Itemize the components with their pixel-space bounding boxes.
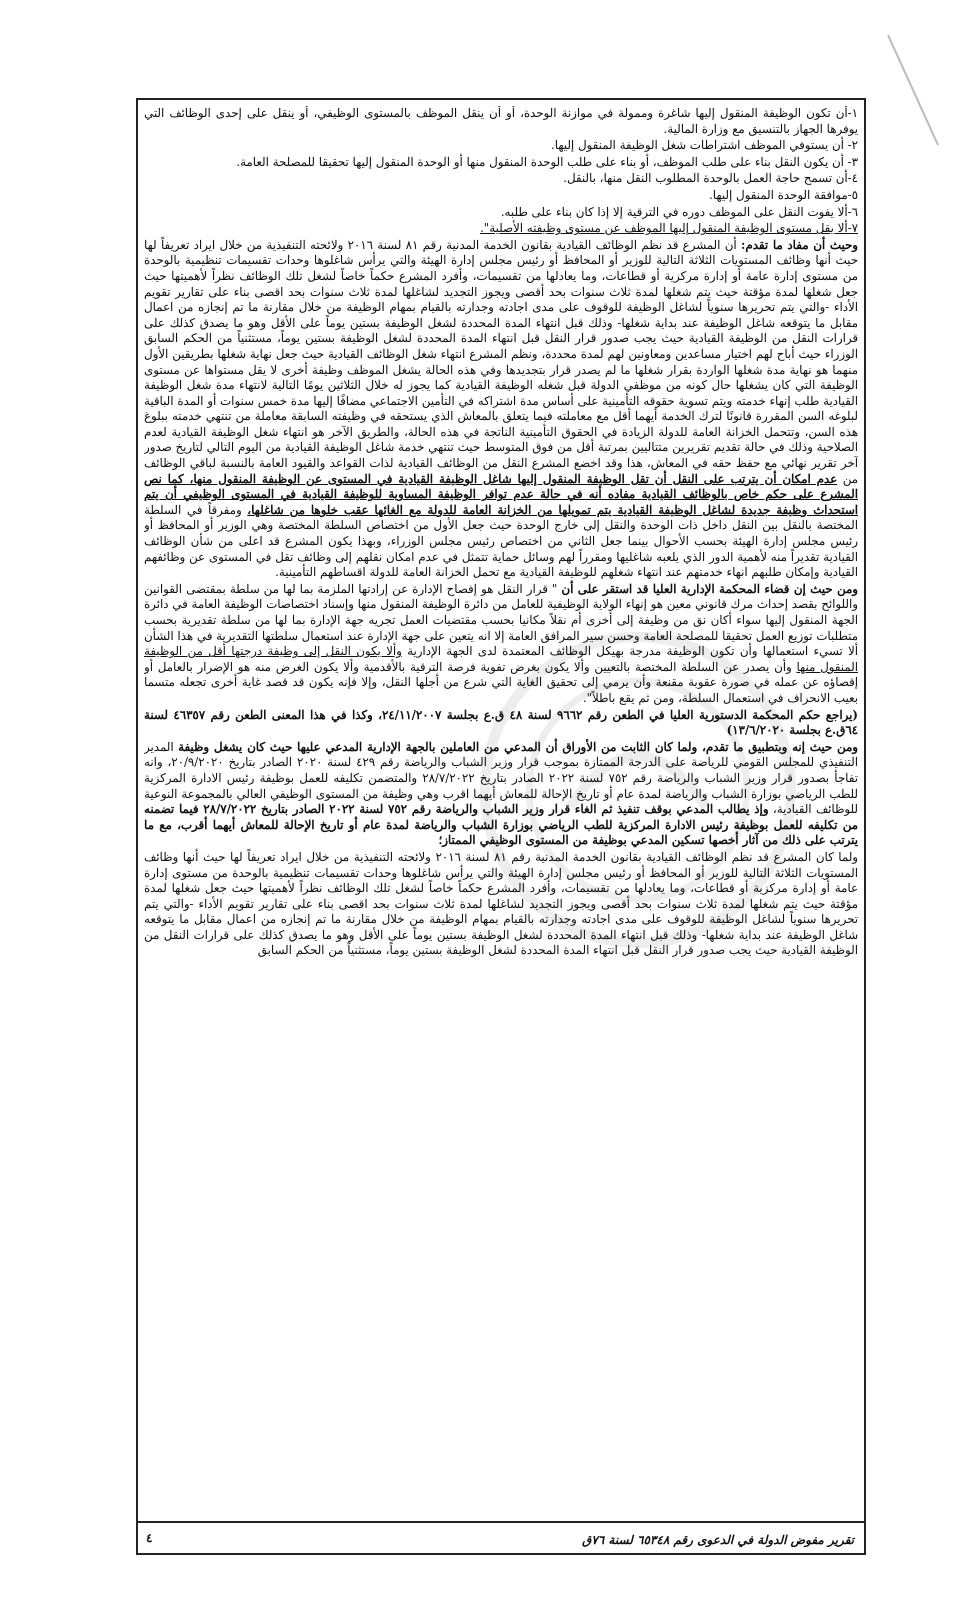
- condition-item: ٧-ألا يقل مستوى الوظيفة المنقول إليها الموظف عن مستوى وظيفته الأصلية".: [480, 221, 858, 236]
- paragraph-1-underlined: عدم امكان أن يترتب على النقل أن تقل الوظيفة المنقول إليها شاغل الوظيفة القيادية في المستوى عن الوظيفة المنقول منها، كما نص المشرع على حكم خاص بالوظائف القيادية مفاده أنه في حالة عدم توافر الوظيفة المساوية للوظيفة القيادية في المستوى الوظيفي أن يتم استحداث وظيفة جديدة لشاغل الوظيفة القيادية يتم تمويلها من الخزانة العامة للدولة مع الغائها عقب خلوها من شاغلها،: [144, 471, 858, 517]
- paragraph-1-tail: ومفرقاً في السلطة المختصة بالنقل بين النقل داخل ذات الوحدة والنقل إلى خارج الوحدة حيث جعل الأول من اختصاص السلطة المختصة وهي الوزير أو المحافظ أو رئيس مجلس إدارة الهيئة بحسب الأحوال بينما جعل الثاني من اختصاص رئيس مجلس الوزراء، وبهذا يكون المشرع قد اعلى من شأن الوظائف القيادية تقديراً منه لأهمية الدور الذي يلعبه شاغليها ومقرراً لهم وسائل حماية تتمثل في عدم امكان نقلهم إلى وظائف تقل في المستوى عن وظائفهم القيادية وإمكان طلبهم انهاء خدمتهم عند انتهاء شغلهم للوظيفة القيادية مع تحمل الخزانة العامة للدولة اقساطهم التأمينية.: [144, 502, 858, 580]
- paragraph-3-text: المدير التنفيذي للمجلس القومي للرياضة على الدرجة الممتازة بموجب قرار وزير الشباب والرياضة رقم ٤٢٩ لسنة ٢٠٢٠ الصادر بتاريخ ٢٠/٩/٢٠٢٠، وانه تفاجأ بصدور قرار وزير الشباب والرياضة رقم ٧٥٢ لسنة ٢٠٢٢ الصادر بتاريخ ٢٨/٧/٢٠٢٢ والمتضمن تكليفه للعمل بوظيفة رئيس الادارة المركزية للطب الرياضي بوزارة الشباب والرياضة لمدة عام أو تاريخ الإحالة للمعاش أيهما اقرب وهي وظيفة من المستوى الوظيفي العالي بالمجموعة النوعية للوظائف القيادية،: [144, 739, 858, 817]
- paragraph-2-lead: ومن حيث إن قضاء المحكمة الإدارية العليا قد استقر على أن: [561, 581, 858, 596]
- paragraph-3: [144, 740, 858, 849]
- condition-item: ٦-ألا يفوت النقل على الموظف دوره في الترقية إلا إذا كان بناء على طلبه.: [500, 204, 858, 219]
- paragraph-1-text: أن المشرع قد نظم الوظائف القيادية بقانون الخدمة المدنية رقم ٨١ لسنة ٢٠١٦ ولائحته التنفيذية من خلال ايراد تعريفاً لها حيث أنها وظائف المستويات الثلاثة التالية للوزير أو المحافظ أو رئيس مجلس إدارة الهيئة والتي يرأس شاغلوها وحدات تقسيمات تنظيمية بالوحدة من مستوى إدارة عامة أو إدارة مركزية أو قطاعات، وما يعادلها من تقسيمات، وأفرد المشرع حكماً خاصاً لشغل تلك الوظائف نظراً لأهميتها حيث جعل شغلها لمدة مؤقتة حيث يتم شغلها لمدة ثلاث سنوات بحد أقصى ويجوز التجديد لشاغلها لمدة ثلاث سنوات بحد اقصى بناء على تقارير تقويم الأداء -والتي يتم تحريرها سنوياً لشاغل الوظيفة للوقوف على مدى اجادته وجدارته بالقيام بمهام الوظيفة من خلال مقارنة ما تم إنجازه من اعمال مقابل ما يتوقعه شاغل الوظيفة عند بداية شغلها- وذلك قبل انتهاء المدة المحددة لشغل الوظيفة بستين يوماً على الأقل وهو ما يصدق كذلك على قرارات النقل من الوظيفة القيادية حيث يجب صدور قرار النقل قبل انتهاء المدة المحددة لشغل الوظيفة بستين يوماً، مستثنياً من الحكم السابق الوزراء حيث أباح لهم اختيار مساعدين ومعاونين لهم لمدة محددة، ونظم المشرع انتهاء شغل الوظائف القيادية حيث جعل نهاية شغلها بطريقين الأول منهما هو نهاية مدة شغلها الواردة بقرار شغلها ما لم يصدر قرار بتجديدها وفي هذه الحالة يشغل الموظف وظيفة أخرى لا يقل مستواها عن مستوى الوظيفة التي كان يشغلها حال كونه من موظفي الدولة قبل شغله الوظيفة القيادية كما يجوز له خلال الثلاثين يومًا التالية لانتهاء مدة شغل الوظيفة القيادية طلب إنهاء خدمته ويتم تسوية حقوقه التأمينية على أساس مدة اشتراكه في التأمين الاجتماعي مضافًا إليها مدة خمس سنوات أو المدة الباقية لبلوغه السن المقررة قانونًا لترك الخدمة أيهما أقل مع معاملته فيما يتعلق بالمعاش الذي يستحقه في وظيفته السابقة معاملة من تنتهي خدمته ببلوغ هذه السن، وتتحمل الخزانة العامة للدولة الزيادة في الحقوق التأمينية الناتجة في هذه الحالة، والطريق الآخر هو انتهاء شغل الوظيفة القيادية لعدم الصلاحية وذلك في حالة تقديم تقريرين متتاليين بمرتبة أقل من فوق المتوسط حيث تنتهي خدمة شاغل الوظيفة القيادية من اليوم التالي لتاريخ صدور آخر تقرير نهائي مع حفظ حقه في المعاش، هذا وقد اخضع المشرع النقل من الوظائف القيادية لذات القواعد والقيود العامة بالنسبة لباقي الوظائف من: [144, 237, 858, 486]
- paragraph-1: [144, 238, 858, 581]
- paragraph-2-tail: وأن يصدر عن السلطة المختصة بالتعيين وألا يكون بغرض تفوية فرصة الترقية بالأقدمية وألا يكون الغرض منه هو الإضرار بالعامل أو إقصاؤه عن عمله في صورة عقوبة مقنعة وأن يرمي إلى تحقيق الغاية التي شرع من أجلها النقل، وإلا فإنه يكون قد قصد غاية أخرى تجعله متسما بعيب الانحراف في استعمال السلطة، ومن ثم يقع باطلاً".: [144, 659, 858, 705]
- ruling-citation: (يراجع حكم المحكمة الدستورية العليا في الطعن رقم ٩٦٦٢ لسنة ٤٨ ق.ع بجلسة ٢٤/١١/٢٠٠٧، وكذا في هذا المعنى الطعن رقم ٤٦٣٥٧ لسنة ٦٤ق.ع بجلسة ١٣/٦/٢٠٢٠): [144, 707, 858, 738]
- paragraph-2-underlined: وألا يكون النقل إلى وظيفة درجتها أقل من الوظيفة المنقول منها: [144, 644, 858, 674]
- condition-item: ١-أن تكون الوظيفة المنقول إليها شاغرة وممولة في موازنة الوحدة، أو أن ينقل الموظف بالمستوى الوظيفي، أو ينقل على إحدى الوظائف التي يوفرها الجهاز بالتنسيق مع وزارة المالية.: [144, 106, 858, 136]
- paragraph-2-text: " قرار النقل هو إفصاح الإدارة عن إرادتها الملزمة بما لها من سلطة بمقتضى القوانين واللوائح بقصد إحداث مرك قانوني معين هو إنهاء الولاية الوظيفية للعامل من دائرة الوظيفة المنقول منها وإسناد اختصاصات الوظيفة العامة في دائرة الجهة المنقول إليها سواء أكان نق من وظيفة إلى أخرى أم نقلاً مكانيا بحسب مقتضيات العمل تجريه جهة الإدارة بما لها من سلطة تقديرية بحسب متطلبات توزيع العمل تحقيقا للمصلحة العامة وحسن سير المرافق العامة إلا انه يتعين على جهة الإدارة عند استعمال سلطتها التقديرية في هذا الشأن ألا تسيء استعمالها وأن تكون الوظيفة مدرجة بهيكل الوظائف المعتمدة لدى الجهة الإدارية: [144, 581, 858, 659]
- corner-pen-stroke: [883, 30, 943, 150]
- paragraph-2: [144, 582, 858, 707]
- paragraph-4: ولما كان المشرع قد نظم الوظائف القيادية بقانون الخدمة المدنية رقم ٨١ لسنة ٢٠١٦ ولائحته التنفيذية من خلال ايراد تعريفاً لها حيث أنها وظائف المستويات الثلاثة التالية للوزير أو المحافظ أو رئيس مجلس إدارة الهيئة والتي يرأس شاغلوها وحدات تقسيمات تنظيمية بالوحدة من مستوى إدارة عامة أو إدارة مركزية أو قطاعات، وما يعادلها من تقسيمات، وأفرد المشرع حكماً خاصاً لشغل تلك الوظائف نظراً لأهميتها حيث جعل شغلها لمدة مؤقتة حيث يتم شغلها لمدة ثلاث سنوات بحد أقصى ويجوز التجديد لشاغلها لمدة ثلاث سنوات بحد اقصى بناء على تقارير تقويم الأداء -والتي يتم تحريرها سنوياً لشاغل الوظيفة للوقوف على مدى اجادته وجدارته بالقيام بمهام الوظيفة من خلال مقارنة ما تم إنجازه من اعمال مقابل ما يتوقعه شاغل الوظيفة عند بداية شغلها- وذلك قبل انتهاء المدة المحددة لشغل الوظيفة بستين يوماً على الأقل وهو ما يصدق كذلك على قرارات النقل من الوظيفة القيادية حيث يجب صدور قرار النقل قبل انتهاء المدة المحددة لشغل الوظيفة بستين يوماً، مستثنياً من الحكم السابق: [144, 849, 858, 958]
- page-frame: [136, 98, 866, 1555]
- paragraph-3-lead: ومن حيث إنه وبتطبيق ما تقدم، ولما كان الثابت من الأوراق أن المدعي من العاملين بالجهة الإدارية المدعي عليها حيث كان يشغل وظيفة: [178, 739, 858, 754]
- condition-item: ٥-موافقة الوحدة المنقول إليها.: [709, 187, 858, 202]
- condition-item: ٣- أن يكون النقل بناء على طلب الموظف، أو بناء على طلب الوحدة المنقول منها أو الوحدة المنقول إليها تحقيقا للمصلحة العامة.: [236, 154, 858, 169]
- document-body: [144, 106, 858, 1517]
- footer-divider: [138, 1521, 864, 1523]
- condition-item: ٤-أن تسمح حاجة العمل بالوحدة المطلوب النقل منها، بالنقل.: [563, 171, 858, 186]
- condition-item: ٢- أن يستوفي الموظف اشتراطات شغل الوظيفة المنقول إليها.: [550, 138, 858, 153]
- footer-caption: تقرير مفوض الدولة في الدعوى رقم ٦٥٣٤٨ لسنة ٧٦ق: [582, 1533, 854, 1547]
- paragraph-1-lead: وحيث أن مفاد ما تقدم:: [741, 237, 858, 252]
- paragraph-3-bold: وإذ يطالب المدعي بوقف تنفيذ ثم الغاء قرار وزير الشباب والرياضة رقم ٧٥٢ لسنة ٢٠٢٢ الصادر بتاريخ ٢٨/٧/٢٠٢٢ فيما تضمنه من تكليفه للعمل بوظيفة رئيس الادارة المركزية للطب الرياضي بوزارة الشباب والرياضة لمدة عام أو تاريخ الإحالة للمعاش أيهما أقرب، مع ما يترتب على ذلك من آثار أخصها تسكين المدعي بوظيفة من المستوى الوظيفي الممتاز؛: [144, 802, 858, 848]
- page-number: ٤: [146, 1531, 153, 1545]
